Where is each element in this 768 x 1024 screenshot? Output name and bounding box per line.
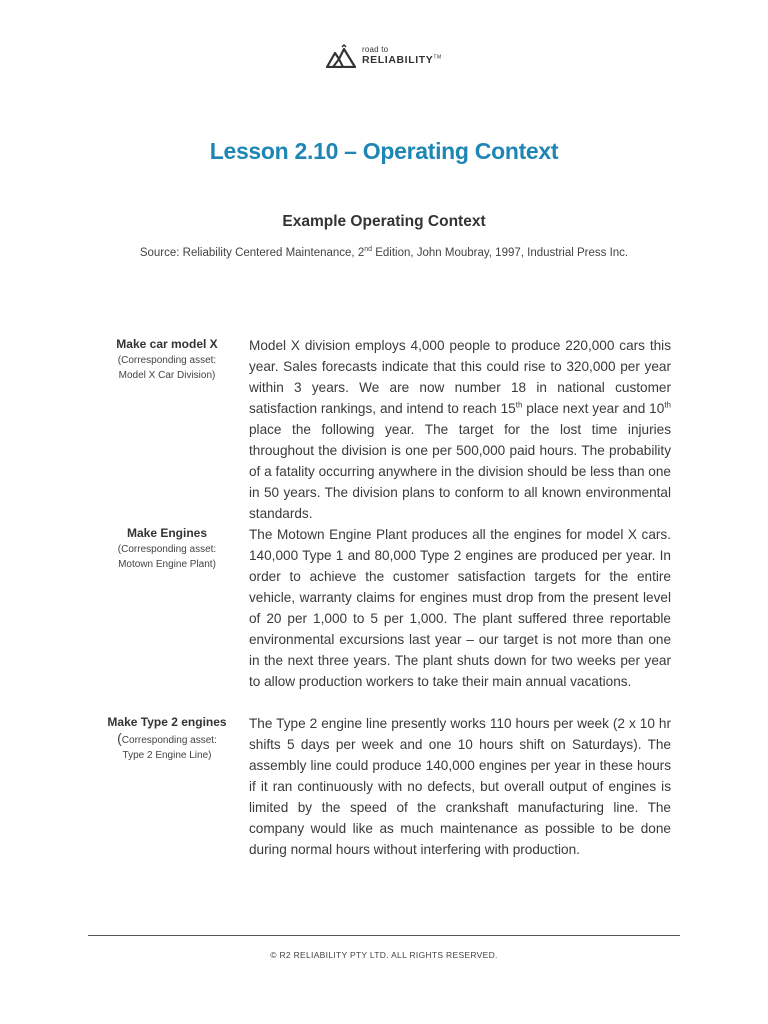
page-title: Lesson 2.10 – Operating Context (209, 138, 559, 164)
entry-description: The Motown Engine Plant produces all the engines for model X cars. 140,000 Type 1 and 80,000 Type 2 engines are produced per year. In order to achieve the customer satisfaction targets for the entire vehicle, warranty claims for engines must drop from the present level of 20 per 1,000 to 5 per 1,000. The plant suffered three reportable environmental excursions last year – our target is not more than one in the next three years. The plant shuts down for two weeks per year to allow production workers to take their main annual vacations. (249, 527, 671, 689)
footer-copyright: © R2 RELIABILITY PTY LTD. ALL RIGHTS RESERVED. (270, 950, 498, 960)
logo-trademark: TM (433, 54, 442, 61)
entry-description: The Type 2 engine line presently works 110 hours per week (2 x 10 hr shifts 5 days per week and one 10 hours shift on Saturdays). The assembly line could produce 140,000 engines per year in these hours if it ran continuously with no defects, but overall output of engines is limited by the speed of the crankshaft manufacturing line. The company would like as much maintenance as possible to be done during normal hours without interfering with production. (249, 716, 671, 857)
entry-label-note: (Corresponding asset: (117, 354, 217, 366)
entry-label-note: Model X Car Division) (118, 370, 216, 381)
entry-label-block (96, 337, 238, 384)
entry-label-title: Make Type 2 engines (107, 715, 227, 729)
section-subtitle: Example Operating Context (282, 213, 486, 230)
entry-label-title: Make car model X (116, 337, 218, 351)
entry-label-block (96, 526, 238, 573)
brand-logo (326, 44, 442, 68)
entry-description: Model X division employs 4,000 people to produce 220,000 cars this year. Sales forecasts indicate that this could rise to 320,000 per year within 3 years. We are now number 18 in national customer satisfaction rankings, and intend to reach 15th place next year and 10th place the following year. The target for the lost time injuries throughout the division is one per 500,000 paid hours. The probability of a fatality occurring anywhere in the division should be less than one in 50 years. The division plans to conform to all known environmental standards. (249, 338, 671, 521)
footer-divider (88, 935, 680, 936)
entry-label-paren: ( (117, 729, 122, 746)
logo-wordmark: RELIABILITY (362, 54, 434, 67)
logo-tagline: road to (362, 45, 389, 55)
entry-label-note: Type 2 Engine Line) (122, 750, 212, 761)
entry-label-block (96, 715, 238, 764)
entry-label-note: (Corresponding asset: (117, 543, 217, 555)
mountain-logo-icon (326, 44, 356, 68)
entry-label-note: Motown Engine Plant) (118, 559, 216, 570)
source-citation: Source: Reliability Centered Maintenance, 2nd Edition, John Moubray, 1997, Industrial Press Inc. (139, 246, 629, 259)
entry-label-title: Make Engines (126, 526, 208, 540)
entry-label-note: Corresponding asset: (121, 734, 217, 746)
